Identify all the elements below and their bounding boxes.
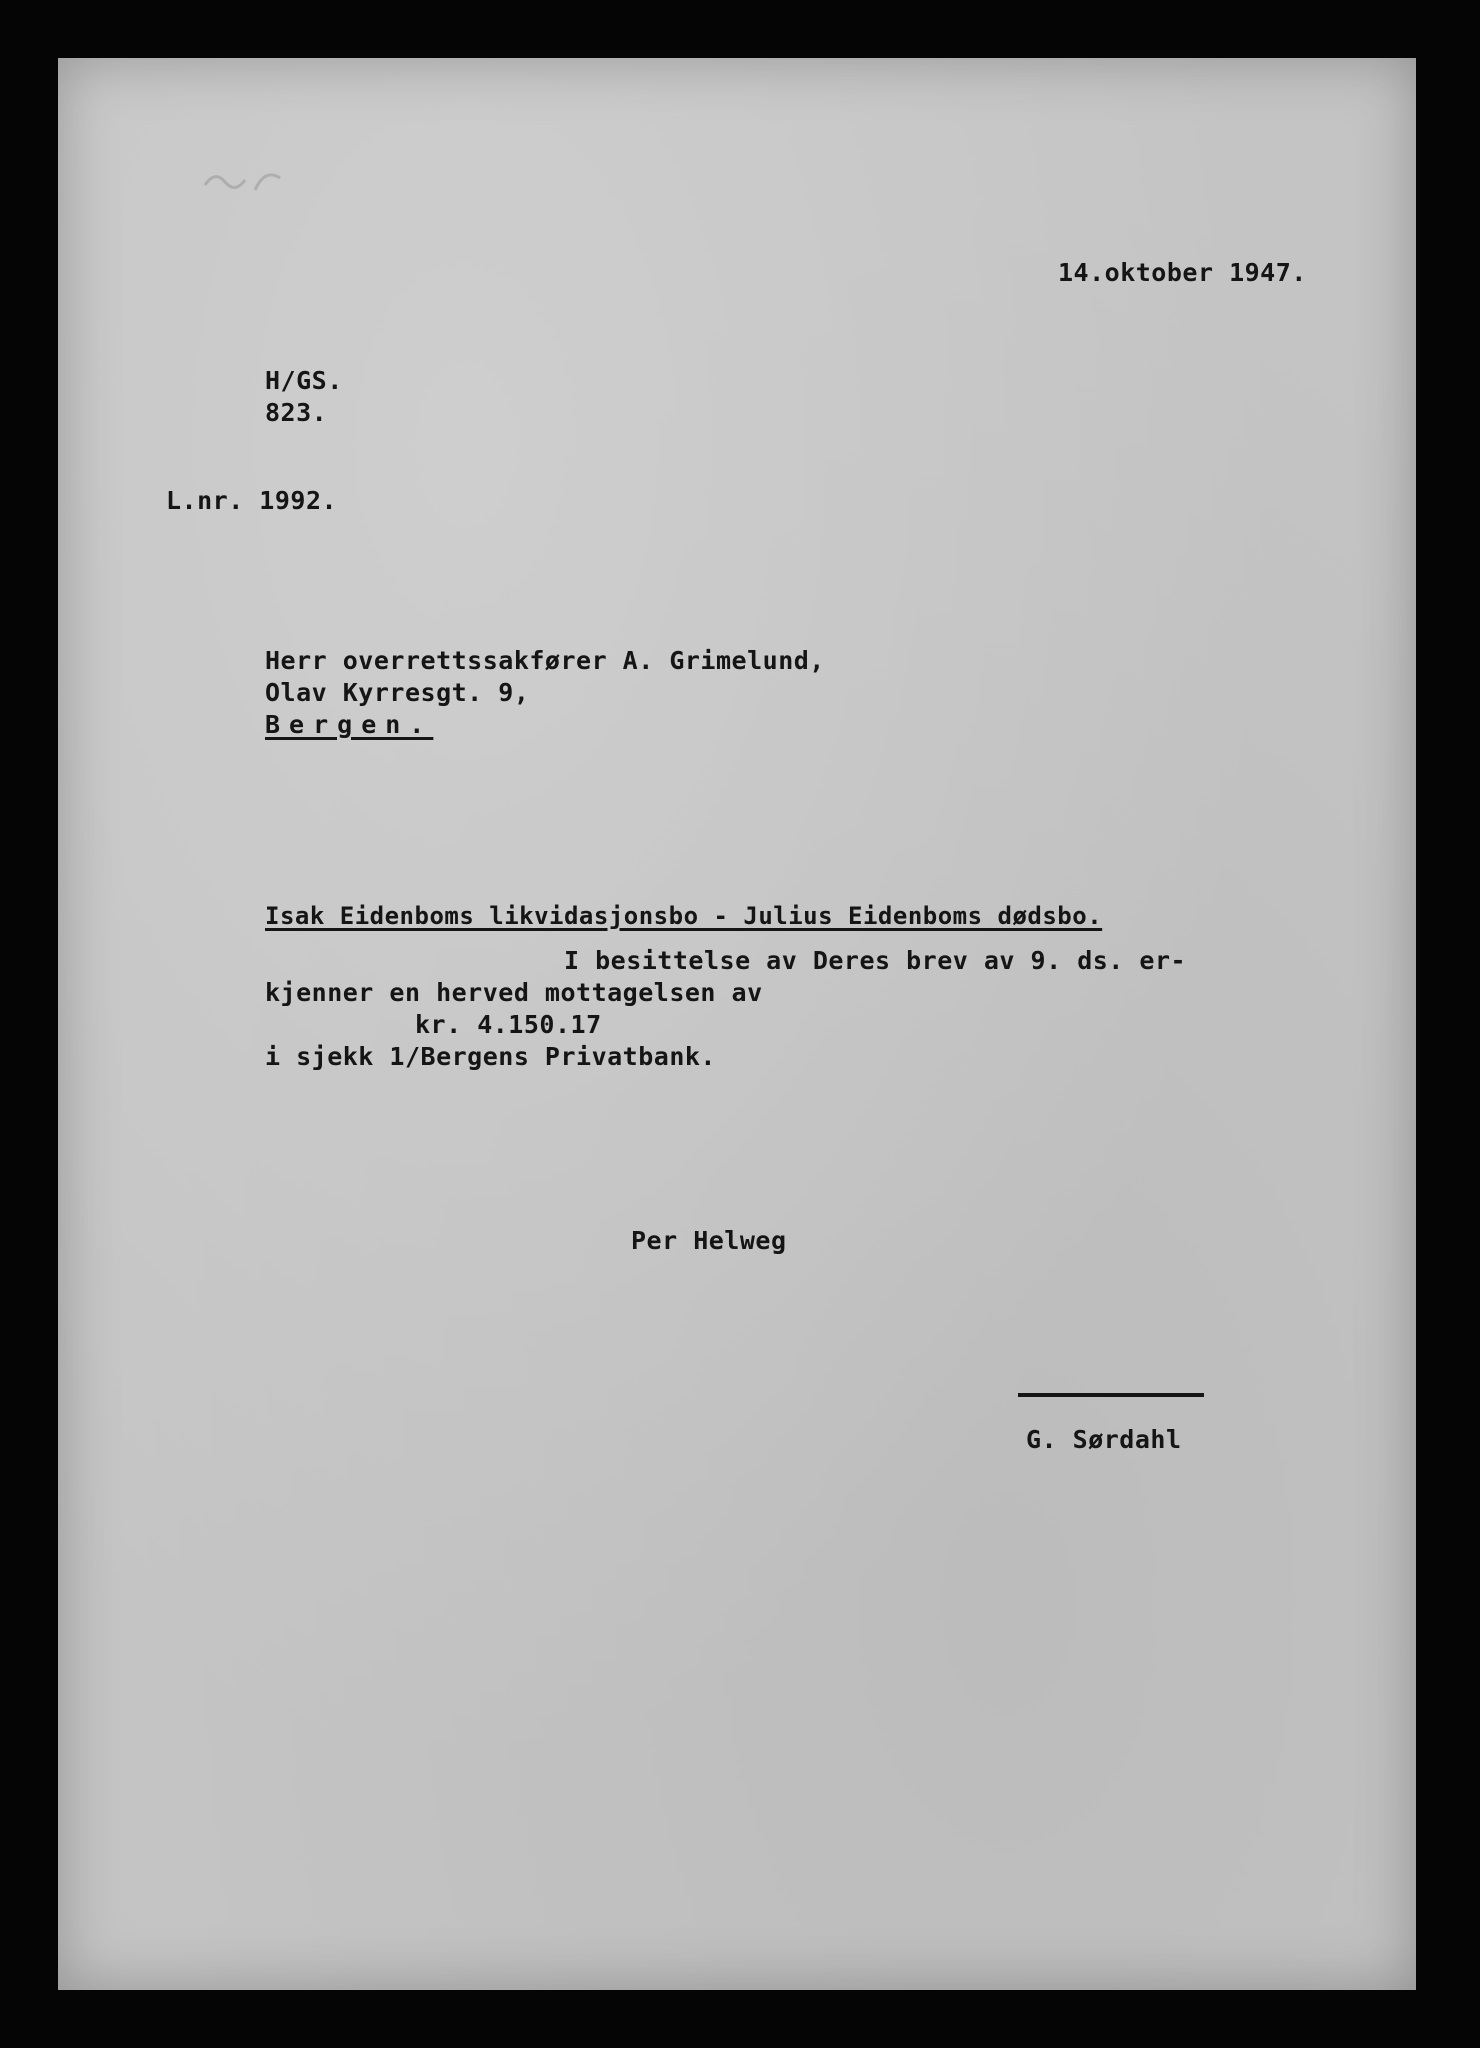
signature-rule xyxy=(1018,1393,1204,1397)
letter-page xyxy=(58,58,1416,1990)
signatory-name: G. Sørdahl xyxy=(1026,1425,1182,1454)
reference-initials: H/GS. xyxy=(265,366,343,395)
body-line-4: i sjekk 1/Bergens Privatbank. xyxy=(265,1042,716,1071)
letter-date: 14.oktober 1947. xyxy=(1058,258,1307,287)
letter-number: L.nr. 1992. xyxy=(166,486,338,515)
body-line-2: kjenner en herved mottagelsen av xyxy=(265,978,763,1007)
recipient-city: Bergen. xyxy=(265,710,434,739)
sender-name: Per Helweg xyxy=(631,1226,787,1255)
body-line-1: I besittelse av Deres brev av 9. ds. er- xyxy=(564,946,1187,975)
reference-number: 823. xyxy=(265,398,328,427)
pencil-mark xyxy=(200,160,290,200)
subject-line: Isak Eidenboms likvidasjonsbo - Julius Eidenboms dødsbo. xyxy=(265,902,1103,930)
amount: kr. 4.150.17 xyxy=(415,1010,602,1039)
recipient-line-1: Herr overrettssakfører A. Grimelund, xyxy=(265,646,825,675)
recipient-line-2: Olav Kyrresgt. 9, xyxy=(265,678,530,707)
